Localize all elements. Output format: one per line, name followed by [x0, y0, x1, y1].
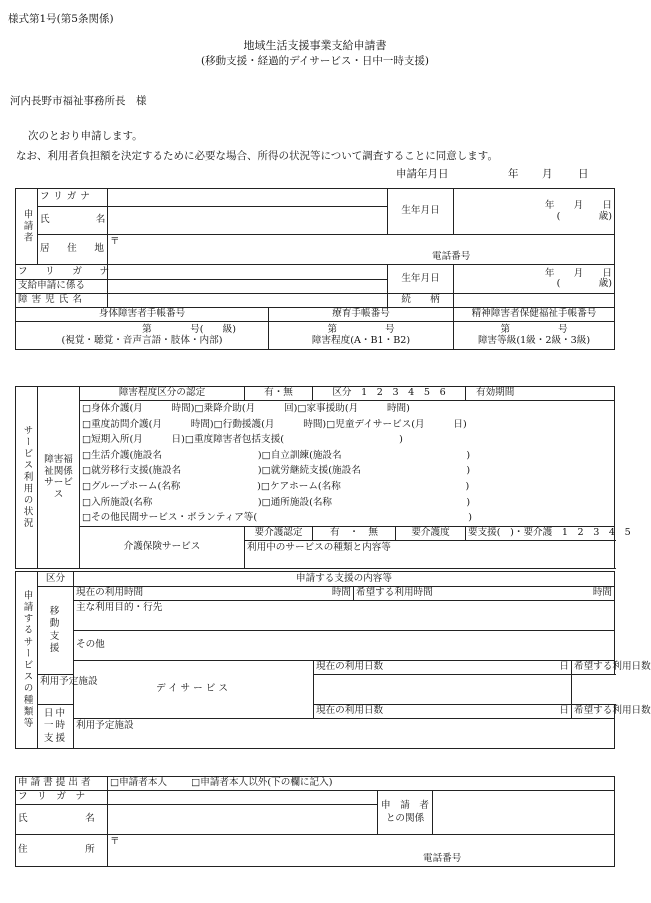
mental-cert-label: 精神障害者保健福祉手帳番号 — [454, 308, 615, 322]
furigana-label: フリガナ — [38, 189, 108, 207]
submitter-postal-mark: 〒 — [110, 835, 120, 847]
physical-cert-types: (視覚・聴覚・音声言語・肢体・内部) — [61, 334, 223, 346]
requested-services-group-label: 申請するサービスの種類等 — [16, 572, 38, 749]
mobility-support-label: 移動支援 — [38, 587, 74, 675]
address-field[interactable] — [108, 235, 615, 265]
physical-cert-label: 身体障害者手帳番号 — [16, 308, 269, 322]
form-title: 地域生活支援事業支給申請書 — [243, 39, 387, 52]
care-services-label: 利用中のサービスの種類と内容等 — [247, 541, 391, 553]
mental-cert-grade: 障害等級(1級・2級・3級) — [477, 334, 591, 346]
day-facility-label: 利用予定施設 — [40, 676, 98, 687]
service-option-line-3[interactable]: □短期入所(月 日)□重度障害者包括支援( ) — [82, 434, 403, 446]
mobility-purpose-field[interactable] — [74, 601, 615, 631]
birthdate-field[interactable] — [454, 189, 615, 235]
service-usage-table — [15, 386, 631, 569]
rehab-cert-number: 第 号 — [327, 324, 395, 336]
submitter-name-field[interactable] — [108, 805, 378, 835]
welfare-service-label: 障害福祉関係サービス — [38, 387, 80, 569]
daytime-support-label: 日中一時支援 — [38, 705, 74, 749]
form-number: 様式第1号(第5条関係) — [8, 13, 114, 25]
application-date-label: 申請年月日 — [396, 168, 449, 180]
requested-services-table — [15, 571, 651, 749]
day-facility-field[interactable] — [38, 675, 572, 705]
valid-period-label: 有効期間 — [476, 387, 515, 399]
phone-label: 電話番号 — [432, 250, 471, 262]
address-label: 居 住 地 — [38, 235, 108, 265]
date-day-unit: 日 — [578, 168, 589, 180]
mobility-desired-time-label: 希望する利用時間 — [354, 587, 572, 601]
day-current-days-unit[interactable]: 日 — [354, 661, 572, 675]
submitter-furigana-label: フ リ ガ ナ — [16, 791, 108, 805]
form-subtitle: (移動支援・経過的デイサービス・日中一時支援) — [201, 55, 429, 67]
submitter-phone-label: 電話番号 — [423, 852, 462, 864]
submitter-name-label: 氏 名 — [16, 805, 108, 835]
child-name-field[interactable] — [108, 280, 388, 294]
day-service-label: デイサービス — [74, 661, 314, 719]
rehab-cert-label: 療育手帳番号 — [269, 308, 454, 322]
birthdate-label: 生年月日 — [388, 189, 454, 235]
category-header: 区分 — [38, 572, 74, 587]
care-cert-label: 要介護認定 — [245, 526, 313, 540]
level-cert-yesno[interactable]: 有・無 — [245, 387, 313, 401]
mobility-other-label: その他 — [76, 639, 105, 651]
physical-cert-field[interactable] — [16, 322, 269, 350]
relation-label: 続 柄 — [388, 294, 454, 308]
day-current-days-label: 現在の利用日数 — [314, 661, 354, 675]
relation-field[interactable] — [454, 294, 615, 308]
child-furigana-field[interactable] — [108, 265, 388, 280]
child-furigana-label: フ リ ガ ナ — [16, 265, 108, 280]
age-field: ( 歳) — [556, 210, 613, 222]
level-class-options[interactable]: 区分 1 2 3 4 5 6 — [313, 387, 466, 401]
name-field[interactable] — [108, 207, 388, 235]
care-insurance-label: 介護保険サービス — [80, 526, 245, 568]
mental-cert-field[interactable] — [454, 322, 615, 350]
content-header: 申請する支援の内容等 — [74, 572, 615, 587]
daytime-current-days-unit[interactable]: 日 — [354, 705, 572, 719]
service-option-line-5[interactable]: □就労移行支援(施設名 )□就労継続支援(施設名 ) — [82, 465, 471, 477]
rehab-cert-level: 障害程度(A・B1・B2) — [311, 334, 411, 346]
care-level-label: 要介護度 — [396, 526, 466, 540]
child-birthdate-label: 生年月日 — [388, 265, 454, 294]
service-option-line-8[interactable]: □その他民間サービス・ボランティア等( ) — [82, 512, 472, 524]
mobility-desired-time-unit[interactable]: 時間 — [572, 587, 615, 601]
submitter-furigana-field[interactable] — [108, 791, 378, 805]
daytime-facility-field[interactable] — [74, 719, 615, 749]
day-desired-days-label: 希望する利用日数 — [572, 661, 615, 675]
addressee: 河内長野市福祉事務所長 様 — [10, 95, 147, 107]
valid-period-field[interactable] — [466, 387, 615, 401]
intro-line-2: なお、利用者負担額を決定するために必要な場合、所得の状況等について調査することに同意します。 — [16, 150, 498, 162]
daytime-facility-label: 利用予定施設 — [76, 720, 134, 731]
child-birthdate-field[interactable] — [454, 265, 615, 294]
care-level-options[interactable]: 要支援( )・要介護 1 2 3 4 5 — [466, 526, 615, 540]
mobility-current-time-label: 現在の利用時間 — [74, 587, 314, 601]
mental-cert-number: 第 号 — [500, 324, 568, 336]
submitter-other-option[interactable]: □申請者本人以外(下の欄に記入) — [191, 777, 333, 789]
child-age-field: ( 歳) — [556, 278, 613, 289]
submitter-address-label: 住 所 — [16, 835, 108, 867]
daytime-desired-days-label: 希望する利用日数 — [572, 705, 615, 719]
physical-cert-number: 第 号( 級) — [142, 324, 236, 336]
intro-line-1: 次のとおり申請します。 — [28, 130, 143, 142]
daytime-current-days-label: 現在の利用日数 — [314, 705, 354, 719]
service-checklist[interactable] — [80, 401, 615, 527]
submitter-relation-label-1: 申 請 者 — [381, 799, 429, 811]
child-name-label-1: 支給申請に係る — [16, 280, 108, 294]
service-option-line-7[interactable]: □入所施設(名称 )□通所施設(名称 ) — [82, 496, 471, 508]
child-name-field-2[interactable] — [108, 294, 388, 308]
mobility-other-field[interactable] — [74, 631, 615, 661]
applicant-group-label: 申請者 — [16, 189, 38, 265]
rehab-cert-field[interactable] — [269, 322, 454, 350]
care-services-field[interactable] — [245, 540, 615, 568]
birthdate-ymd: 年 月 日 — [544, 200, 613, 212]
postal-mark: 〒 — [110, 235, 120, 247]
mobility-purpose-label: 主な利用目的・行先 — [76, 602, 163, 613]
service-option-line-1[interactable]: □身体介護(月 時間)□乗降介助(月 回)□家事援助(月 時間) — [82, 403, 410, 414]
mobility-current-time-unit[interactable]: 時間 — [314, 587, 354, 601]
child-name-label-2: 障害児氏名 — [16, 294, 108, 308]
submitter-table — [15, 776, 615, 867]
date-month-unit: 月 — [542, 168, 553, 180]
service-option-line-2[interactable]: □重度訪問介護(月 時間)□行動援護(月 時間)□児童デイサービス(月 日) — [82, 418, 467, 430]
submitter-relation-label-2: との関係 — [385, 812, 425, 824]
level-cert-label: 障害程度区分の認定 — [80, 387, 245, 401]
furigana-field[interactable] — [108, 189, 388, 207]
service-usage-group-label: サービス利用の状況 — [16, 387, 38, 569]
submitter-self-option[interactable]: □申請者本人 — [110, 777, 168, 789]
submitter-label: 申請書提出者 — [16, 777, 108, 791]
service-option-line-6[interactable]: □グループホーム(名称 )□ケアホーム(名称 ) — [82, 480, 470, 492]
child-birthdate-ymd: 年 月 日 — [544, 267, 613, 279]
name-label: 氏 名 — [38, 207, 108, 235]
service-option-line-4[interactable]: □生活介護(施設名 )□自立訓練(施設名 ) — [82, 449, 471, 461]
care-cert-yesno[interactable]: 有 ・ 無 — [313, 526, 396, 540]
applicant-table — [15, 188, 615, 350]
submitter-options[interactable] — [108, 777, 615, 791]
submitter-relation-label — [378, 791, 433, 835]
submitter-relation-field[interactable] — [433, 791, 615, 835]
date-year-unit: 年 — [508, 168, 519, 180]
submitter-address-field[interactable] — [108, 835, 615, 867]
